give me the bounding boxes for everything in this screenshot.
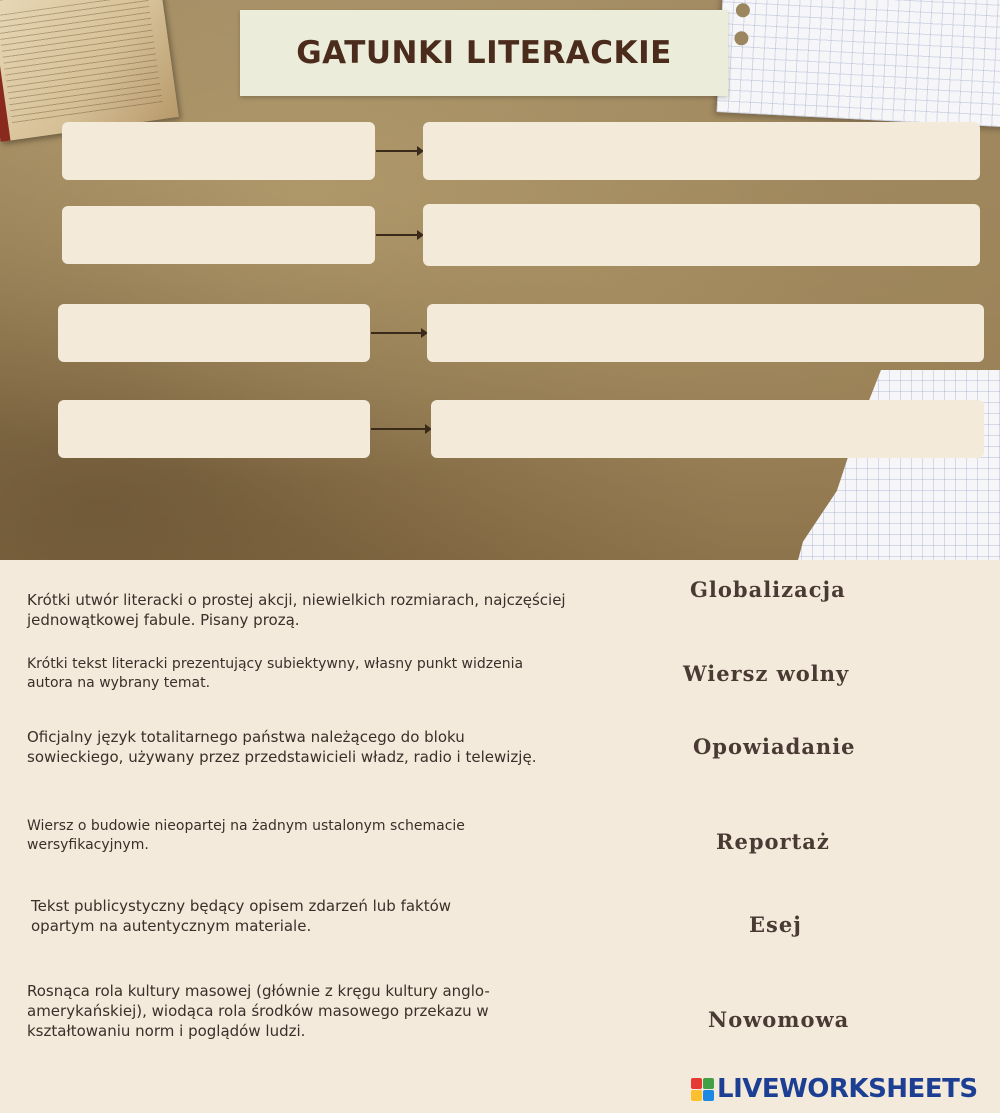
arrow-icon (376, 150, 422, 152)
definition-text[interactable]: Tekst publicystyczny będący opisem zdarzeń lub faktów opartym na autentycznym materiale. (31, 897, 452, 935)
answer-box-right-2[interactable] (423, 204, 980, 266)
definition-text[interactable]: Krótki tekst literacki prezentujący subiektywny, własny punkt widzenia autora na wybrany temat. (27, 656, 524, 691)
logo-tile (691, 1078, 702, 1089)
term-label[interactable]: Globalizacja (690, 577, 846, 602)
logo-tile (703, 1078, 714, 1089)
grid-paper-top (717, 0, 1000, 128)
title-banner (240, 10, 728, 96)
logo-tile (691, 1090, 702, 1101)
arrow-icon (371, 428, 430, 430)
answer-box-left-3[interactable] (58, 304, 370, 362)
term-label[interactable]: Nowomowa (708, 1007, 850, 1032)
page-title: GATUNKI LITERACKIE (296, 35, 672, 71)
answer-box-left-2[interactable] (62, 206, 375, 264)
answer-box-left-1[interactable] (62, 122, 375, 180)
definition-text[interactable]: Oficjalny język totalitarnego państwa należącego do bloku sowieckiego, używany przez przedstawicieli władz, radio i telewizję. (27, 728, 537, 766)
book-text-lines (0, 0, 163, 126)
paper-hole (736, 3, 751, 18)
answer-box-right-3[interactable] (427, 304, 984, 362)
old-book-image (0, 0, 179, 142)
definition-text[interactable]: Wiersz o budowie nieopartej na żadnym ustalonym schemacie wersyfikacyjnym. (27, 818, 465, 853)
logo-icon (691, 1078, 714, 1101)
paper-hole (734, 31, 749, 46)
term-label[interactable]: Reportaż (716, 829, 830, 854)
answer-box-right-1[interactable] (423, 122, 980, 180)
definition-text[interactable]: Krótki utwór literacki o prostej akcji, niewielkich rozmiarach, najczęściej jednowątkowej fabule. Pisany prozą. (27, 591, 566, 629)
term-label[interactable]: Opowiadanie (693, 734, 856, 759)
definition-text[interactable]: Rosnąca rola kultury masowej (głównie z kręgu kultury anglo-amerykańskiej), wiodąca rola środków masowego przekazu w kształtowaniu norm i poglądów ludzi. (27, 982, 490, 1040)
arrow-icon (376, 234, 422, 236)
brand-name: LIVEWORKSHEETS (717, 1074, 978, 1104)
answer-box-right-4[interactable] (431, 400, 984, 458)
arrow-icon (371, 332, 426, 334)
answer-box-left-4[interactable] (58, 400, 370, 458)
term-label[interactable]: Esej (749, 912, 802, 937)
grid-paper-torn (790, 370, 1000, 560)
term-label[interactable]: Wiersz wolny (683, 661, 850, 686)
liveworksheets-logo[interactable] (691, 1072, 978, 1106)
logo-tile (703, 1090, 714, 1101)
